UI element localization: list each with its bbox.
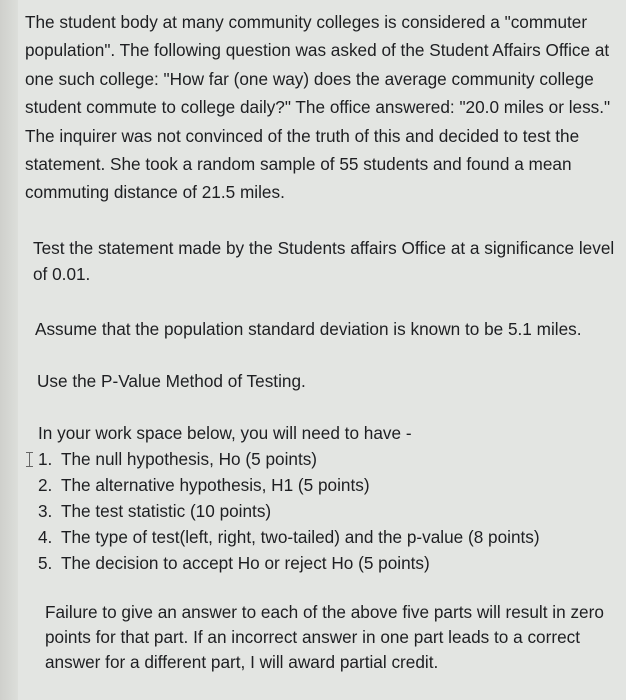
footer-note: Failure to give an answer to each of the above five parts will result in zero points for that part. If an incorrect answer in one part leads to a correct answer for a different part, I will award partial credit.: [45, 601, 604, 672]
workspace-section: [38, 420, 620, 576]
workspace-heading: In your work space below, you will need to have -: [38, 422, 412, 443]
list-item: 2. The alternative hypothesis, H1 (5 points): [38, 474, 370, 495]
list-item: 5. The decision to accept Ho or reject Ho (5 points): [38, 552, 430, 573]
list-item: 4. The type of test(left, right, two-tailed) and the p-value (8 points): [38, 526, 540, 547]
requirements-list: [38, 446, 620, 576]
text-cursor-icon: [26, 452, 33, 467]
intro-paragraph: The student body at many community colleges is considered a "commuter population". The following question was asked of the Student Affairs Office at one such college: "How far (one way) does the average community college student commute to college daily?" The office answered: "20.0 miles or less." The inquirer was not convinced of the truth of this and decided to test the statement. She took a random sample of 55 students and found a mean commuting distance of 21.5 miles.: [25, 12, 611, 203]
list-item: 1. The null hypothesis, Ho (5 points): [38, 446, 620, 472]
method-text: Use the P-Value Method of Testing.: [37, 371, 306, 392]
test-instruction: Test the statement made by the Students affairs Office at a significance level of 0.01.: [33, 237, 615, 284]
assumption-text: Assume that the population standard deviation is known to be 5.1 miles.: [35, 318, 582, 339]
list-item: 3. The test statistic (10 points): [38, 500, 272, 521]
